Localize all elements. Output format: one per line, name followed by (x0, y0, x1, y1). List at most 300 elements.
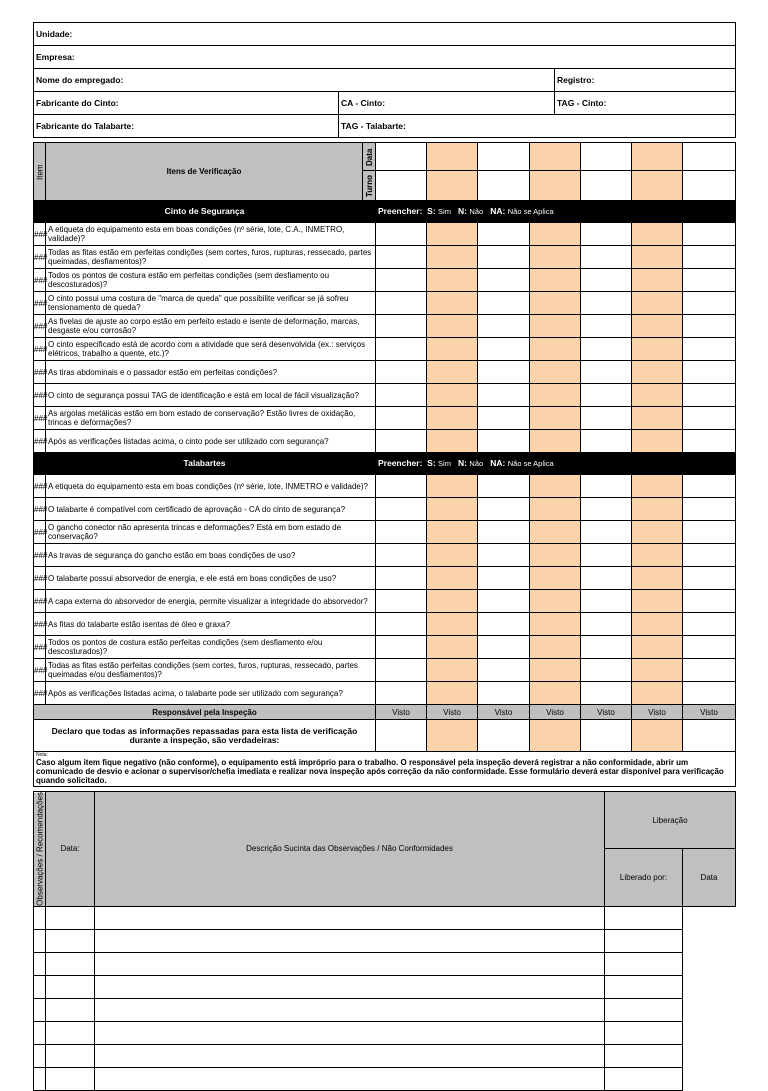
item-check-cell[interactable] (632, 498, 683, 521)
date-cell[interactable] (427, 143, 478, 171)
item-number: ### (34, 521, 46, 544)
checklist-row (34, 430, 736, 453)
item-check-cell[interactable] (581, 567, 632, 590)
item-check-cell[interactable] (581, 590, 632, 613)
signature-cell[interactable] (376, 720, 427, 752)
visto-header: Visto (530, 705, 581, 720)
liberado-por-header: Liberado por: (605, 849, 683, 906)
checklist-row (34, 384, 736, 407)
item-check-cell[interactable] (581, 613, 632, 636)
item-check-cell[interactable] (427, 223, 478, 246)
item-check-cell[interactable] (632, 361, 683, 384)
item-check-cell[interactable] (632, 223, 683, 246)
item-check-cell[interactable] (530, 269, 581, 292)
item-check-cell[interactable] (530, 659, 581, 682)
item-check-cell[interactable] (376, 269, 427, 292)
item-check-cell[interactable] (478, 430, 530, 453)
item-check-cell[interactable] (632, 659, 683, 682)
visto-header: Visto (683, 705, 736, 720)
obs-date-cell[interactable] (34, 906, 46, 929)
item-check-cell[interactable] (427, 475, 478, 498)
legend-s-code: S: (427, 206, 436, 216)
item-check-cell[interactable] (478, 498, 530, 521)
item-check-cell[interactable] (632, 407, 683, 430)
item-check-cell[interactable] (581, 498, 632, 521)
item-check-cell[interactable] (427, 361, 478, 384)
item-check-cell[interactable] (683, 636, 736, 659)
item-check-cell[interactable] (478, 384, 530, 407)
shift-cell[interactable] (632, 171, 683, 201)
date-cell[interactable] (376, 143, 427, 171)
nome-empregado-field[interactable]: Nome do empregado: (34, 69, 555, 92)
item-check-cell[interactable] (530, 246, 581, 269)
item-question: O cinto especificado está de acordo com a atividade que será desenvolvida (ex.: serviços elétricos, trabalho a quente, etc.)? (46, 338, 376, 361)
item-check-cell[interactable] (683, 659, 736, 682)
obs-description-cell[interactable] (46, 952, 95, 975)
item-number: ### (34, 292, 46, 315)
item-check-cell[interactable] (683, 315, 736, 338)
item-question: Após as verificações listadas acima, o talabarte pode ser utilizado com segurança? (46, 682, 376, 705)
item-check-cell[interactable] (530, 544, 581, 567)
obs-date-cell[interactable] (34, 975, 46, 998)
item-number: ### (34, 567, 46, 590)
fabricante-cinto-field[interactable]: Fabricante do Cinto: (34, 92, 339, 115)
item-check-cell[interactable] (632, 292, 683, 315)
item-check-cell[interactable] (581, 292, 632, 315)
item-question: Todos os pontos de costura estão em perfeitas condições (sem desfiamento ou descosturados)? (46, 269, 376, 292)
item-number: ### (34, 361, 46, 384)
item-number: ### (34, 659, 46, 682)
item-check-cell[interactable] (530, 338, 581, 361)
checklist-row (34, 315, 736, 338)
item-check-cell[interactable] (632, 246, 683, 269)
nota-text: Caso algum item fique negativo (não conforme), o equipamento está impróprio para o trabalho. O responsável pela inspeção deverá registrar a não conformidade, abrir um comunicado de desvio e acionar o supervisor/chefia imediata e realizar nova inspeção após correção da não conformidade. Esse formulário deverá estar disponível para verificação quando solicitado. (36, 758, 724, 785)
item-check-cell[interactable] (581, 246, 632, 269)
checklist-row (34, 269, 736, 292)
legend-n-code: N: (458, 206, 468, 216)
item-check-cell[interactable] (581, 269, 632, 292)
obs-liberacao-date-cell[interactable] (605, 1044, 683, 1067)
item-check-cell[interactable] (530, 315, 581, 338)
item-check-cell[interactable] (376, 338, 427, 361)
item-question: Após as verificações listadas acima, o cinto pode ser utilizado com segurança? (46, 430, 376, 453)
obs-date-cell[interactable] (34, 929, 46, 952)
item-question: As argolas metálicas estão em bom estado de conservação? Estão livres de oxidação, trincas e deformações? (46, 407, 376, 430)
item-number: ### (34, 269, 46, 292)
item-check-cell[interactable] (427, 613, 478, 636)
item-number: ### (34, 590, 46, 613)
item-check-cell[interactable] (632, 682, 683, 705)
item-check-cell[interactable] (581, 407, 632, 430)
item-check-cell[interactable] (478, 521, 530, 544)
observacao-row (34, 998, 736, 1021)
item-question: As tiras abdominais e o passador estão em perfeitas condições? (46, 361, 376, 384)
observacao-row (34, 1021, 736, 1044)
item-question: Todas as fitas estão em perfeitas condições (sem cortes, furos, rupturas, ressecado, partes queimadas, desfiamentos)? (46, 246, 376, 269)
item-number: ### (34, 246, 46, 269)
obs-liberacao-date-cell[interactable] (605, 952, 683, 975)
item-check-cell[interactable] (376, 475, 427, 498)
item-check-cell[interactable] (632, 613, 683, 636)
nota-label: Nota: (36, 752, 48, 758)
item-check-cell[interactable] (427, 590, 478, 613)
checklist-row (34, 682, 736, 705)
item-check-cell[interactable] (530, 223, 581, 246)
checklist-row (34, 246, 736, 269)
checklist-row (34, 567, 736, 590)
item-question: As travas de segurança do gancho estão em boas condições de uso? (46, 544, 376, 567)
item-check-cell[interactable] (427, 246, 478, 269)
item-check-cell[interactable] (427, 659, 478, 682)
item-check-cell[interactable] (478, 246, 530, 269)
item-check-cell[interactable] (376, 590, 427, 613)
item-check-cell[interactable] (478, 223, 530, 246)
observacao-row (34, 906, 736, 929)
liberacao-header: Liberação (605, 792, 736, 849)
item-check-cell[interactable] (427, 315, 478, 338)
item-check-cell[interactable] (478, 338, 530, 361)
item-check-cell[interactable] (376, 636, 427, 659)
item-check-cell[interactable] (683, 292, 736, 315)
nota-box (34, 752, 736, 787)
item-check-cell[interactable] (376, 430, 427, 453)
legend-n-text: Não (469, 459, 484, 468)
item-check-cell[interactable] (581, 223, 632, 246)
item-check-cell[interactable] (581, 544, 632, 567)
item-check-cell[interactable] (478, 292, 530, 315)
item-check-cell[interactable] (581, 338, 632, 361)
item-question: Todos os pontos de costura estão perfeitas condições (sem desfiamento e/ou descosturados)? (46, 636, 376, 659)
item-check-cell[interactable] (530, 384, 581, 407)
item-check-cell[interactable] (376, 384, 427, 407)
checklist-row (34, 521, 736, 544)
item-check-cell[interactable] (581, 430, 632, 453)
item-check-cell[interactable] (581, 521, 632, 544)
fabricante-talabarte-field[interactable]: Fabricante do Talabarte: (34, 115, 339, 138)
item-question: A capa externa do absorvedor de energia, permite visualizar a integridade do absorvedor? (46, 590, 376, 613)
date-cell[interactable] (683, 143, 736, 171)
turno-header: Turno (363, 171, 376, 201)
item-check-cell[interactable] (581, 636, 632, 659)
item-check-cell[interactable] (530, 498, 581, 521)
item-check-cell[interactable] (427, 430, 478, 453)
item-check-cell[interactable] (581, 682, 632, 705)
obs-liberado-cell[interactable] (95, 1044, 605, 1067)
obs-liberacao-date-cell[interactable] (605, 998, 683, 1021)
checklist-row (34, 407, 736, 430)
date-cell[interactable] (632, 143, 683, 171)
item-number: ### (34, 407, 46, 430)
obs-liberado-cell[interactable] (95, 1067, 605, 1090)
visto-header: Visto (427, 705, 478, 720)
obs-description-cell[interactable] (46, 1067, 95, 1090)
item-check-cell[interactable] (478, 613, 530, 636)
item-question: O talabarte é compatível com certificado de aprovação - CA do cinto de segurança? (46, 498, 376, 521)
item-check-cell[interactable] (478, 361, 530, 384)
registro-field[interactable]: Registro: (555, 69, 736, 92)
legend-na-text: Não se Aplica (507, 207, 554, 216)
checklist-row (34, 361, 736, 384)
item-check-cell[interactable] (683, 407, 736, 430)
item-check-cell[interactable] (530, 475, 581, 498)
item-check-cell[interactable] (478, 475, 530, 498)
item-check-cell[interactable] (683, 521, 736, 544)
item-check-cell[interactable] (632, 315, 683, 338)
signature-cell[interactable] (478, 720, 530, 752)
item-number: ### (34, 613, 46, 636)
obs-description-cell[interactable] (46, 1044, 95, 1067)
item-check-cell[interactable] (376, 521, 427, 544)
observacoes-rows (34, 906, 736, 1090)
item-check-cell[interactable] (530, 567, 581, 590)
item-check-cell[interactable] (683, 269, 736, 292)
item-check-cell[interactable] (581, 315, 632, 338)
legend-s-text: Sim (438, 459, 451, 468)
visto-header: Visto (478, 705, 530, 720)
shift-cell[interactable] (530, 171, 581, 201)
item-check-cell[interactable] (683, 338, 736, 361)
item-check-cell[interactable] (427, 544, 478, 567)
itens-verificacao-header: Itens de Verificação (46, 143, 363, 201)
item-question: O talabarte possui absorvedor de energia, e ele está em boas condições de uso? (46, 567, 376, 590)
item-check-cell[interactable] (376, 567, 427, 590)
item-check-cell[interactable] (427, 567, 478, 590)
item-question: O gancho conector não apresenta trincas e deformações? Está em bom estado de conservação? (46, 521, 376, 544)
item-header: Item (34, 143, 46, 201)
item-check-cell[interactable] (427, 636, 478, 659)
signature-cell[interactable] (632, 720, 683, 752)
header-table (33, 22, 736, 138)
item-check-cell[interactable] (683, 223, 736, 246)
item-check-cell[interactable] (376, 498, 427, 521)
item-check-cell[interactable] (478, 544, 530, 567)
visto-header: Visto (581, 705, 632, 720)
item-check-cell[interactable] (530, 407, 581, 430)
item-check-cell[interactable] (530, 361, 581, 384)
obs-date-cell[interactable] (34, 1067, 46, 1090)
checklist-row (34, 223, 736, 246)
item-check-cell[interactable] (478, 590, 530, 613)
inspection-form (33, 22, 735, 1091)
item-check-cell[interactable] (632, 567, 683, 590)
item-check-cell[interactable] (530, 682, 581, 705)
obs-description-cell[interactable] (46, 975, 95, 998)
item-check-cell[interactable] (632, 430, 683, 453)
checklist-table (33, 142, 736, 787)
item-check-cell[interactable] (632, 384, 683, 407)
item-check-cell[interactable] (478, 682, 530, 705)
responsavel-label: Responsável pela Inspeção (34, 705, 376, 720)
observacoes-table (33, 791, 736, 1091)
liberacao-data-header: Data (683, 849, 736, 906)
section-talabarte-title: Talabartes (34, 453, 376, 475)
signature-cell[interactable] (683, 720, 736, 752)
item-check-cell[interactable] (376, 361, 427, 384)
signature-cell[interactable] (530, 720, 581, 752)
item-check-cell[interactable] (683, 590, 736, 613)
item-check-cell[interactable] (683, 682, 736, 705)
item-check-cell[interactable] (632, 475, 683, 498)
item-question: O cinto possui uma costura de "marca de queda" que possibilite verificar se já sofreu tensionamento de queda? (46, 292, 376, 315)
obs-date-cell[interactable] (34, 1021, 46, 1044)
obs-liberado-cell[interactable] (95, 1021, 605, 1044)
shift-cell[interactable] (683, 171, 736, 201)
date-cell[interactable] (581, 143, 632, 171)
obs-description-cell[interactable] (46, 998, 95, 1021)
item-check-cell[interactable] (376, 659, 427, 682)
obs-liberado-cell[interactable] (95, 975, 605, 998)
item-check-cell[interactable] (427, 521, 478, 544)
item-check-cell[interactable] (632, 269, 683, 292)
item-check-cell[interactable] (530, 292, 581, 315)
obs-date-cell[interactable] (34, 1044, 46, 1067)
obs-liberado-cell[interactable] (95, 929, 605, 952)
unidade-field[interactable]: Unidade: (34, 23, 736, 46)
date-cell[interactable] (478, 143, 530, 171)
item-check-cell[interactable] (683, 246, 736, 269)
ca-cinto-field[interactable]: CA - Cinto: (339, 92, 555, 115)
item-check-cell[interactable] (581, 659, 632, 682)
checklist-row (34, 636, 736, 659)
observacoes-side-label: Observações / Recomendações (35, 792, 44, 906)
legend-s-code: S: (427, 458, 436, 468)
item-question: As fivelas de ajuste ao corpo estão em perfeito estado e isente de deformação, marcas, desgaste e/ou corrosão? (46, 315, 376, 338)
item-check-cell[interactable] (530, 521, 581, 544)
shift-cell[interactable] (376, 171, 427, 201)
item-number: ### (34, 475, 46, 498)
cinto-items (34, 223, 736, 453)
item-check-cell[interactable] (427, 269, 478, 292)
obs-liberacao-date-cell[interactable] (605, 906, 683, 929)
item-check-cell[interactable] (683, 361, 736, 384)
checklist-row (34, 292, 736, 315)
obs-liberacao-date-cell[interactable] (605, 1067, 683, 1090)
empresa-field[interactable]: Empresa: (34, 46, 736, 69)
item-check-cell[interactable] (376, 315, 427, 338)
shift-cell[interactable] (427, 171, 478, 201)
item-number: ### (34, 338, 46, 361)
item-check-cell[interactable] (427, 384, 478, 407)
item-check-cell[interactable] (376, 407, 427, 430)
item-check-cell[interactable] (478, 636, 530, 659)
obs-liberacao-date-cell[interactable] (605, 1021, 683, 1044)
date-cell[interactable] (530, 143, 581, 171)
item-check-cell[interactable] (530, 636, 581, 659)
observacao-row (34, 1044, 736, 1067)
item-check-cell[interactable] (581, 361, 632, 384)
item-check-cell[interactable] (683, 498, 736, 521)
item-check-cell[interactable] (478, 315, 530, 338)
item-check-cell[interactable] (427, 682, 478, 705)
section-cinto-title: Cinto de Segurança (34, 201, 376, 223)
obs-description-cell[interactable] (46, 929, 95, 952)
obs-description-cell[interactable] (46, 906, 95, 929)
talabarte-items (34, 475, 736, 705)
obs-liberado-cell[interactable] (95, 952, 605, 975)
obs-description-cell[interactable] (46, 1021, 95, 1044)
legend-n-code: N: (458, 458, 468, 468)
obs-date-cell[interactable] (34, 952, 46, 975)
tag-talabarte-field[interactable]: TAG - Talabarte: (339, 115, 736, 138)
item-question: A etiqueta do equipamento esta em boas condições (nº série, lote, C.A., INMETRO, validade)? (46, 223, 376, 246)
item-number: ### (34, 498, 46, 521)
item-check-cell[interactable] (530, 590, 581, 613)
checklist-row (34, 498, 736, 521)
item-question: A etiqueta do equipamento esta em boas condições (nº série, lote, INMETRO e validade)? (46, 475, 376, 498)
item-check-cell[interactable] (683, 430, 736, 453)
item-check-cell[interactable] (632, 338, 683, 361)
shift-cell[interactable] (581, 171, 632, 201)
item-check-cell[interactable] (478, 567, 530, 590)
obs-date-cell[interactable] (34, 998, 46, 1021)
item-question: Todas as fitas estão perfeitas condições (sem cortes, furos, rupturas, ressecado, partes queimadas e/ou desfiamentos)? (46, 659, 376, 682)
shift-cell[interactable] (478, 171, 530, 201)
item-check-cell[interactable] (376, 613, 427, 636)
item-check-cell[interactable] (530, 613, 581, 636)
item-check-cell[interactable] (683, 475, 736, 498)
item-check-cell[interactable] (376, 223, 427, 246)
item-number: ### (34, 223, 46, 246)
item-check-cell[interactable] (683, 384, 736, 407)
item-check-cell[interactable] (478, 407, 530, 430)
legend-bar (376, 453, 736, 475)
obs-liberacao-date-cell[interactable] (605, 975, 683, 998)
checklist-row (34, 590, 736, 613)
item-check-cell[interactable] (427, 292, 478, 315)
item-check-cell[interactable] (427, 498, 478, 521)
item-check-cell[interactable] (376, 682, 427, 705)
item-check-cell[interactable] (683, 567, 736, 590)
item-check-cell[interactable] (376, 246, 427, 269)
item-check-cell[interactable] (376, 292, 427, 315)
signature-cell[interactable] (427, 720, 478, 752)
item-check-cell[interactable] (427, 338, 478, 361)
item-check-cell[interactable] (581, 384, 632, 407)
legend-s-text: Sim (438, 207, 451, 216)
visto-header: Visto (376, 705, 427, 720)
checklist-row (34, 544, 736, 567)
item-check-cell[interactable] (683, 613, 736, 636)
checklist-row (34, 338, 736, 361)
item-question: As fitas do talabarte estão isentas de óleo e graxa? (46, 613, 376, 636)
item-number: ### (34, 384, 46, 407)
obs-liberado-cell[interactable] (95, 906, 605, 929)
item-check-cell[interactable] (632, 590, 683, 613)
item-check-cell[interactable] (632, 544, 683, 567)
obs-liberado-cell[interactable] (95, 998, 605, 1021)
item-number: ### (34, 430, 46, 453)
item-check-cell[interactable] (478, 269, 530, 292)
item-check-cell[interactable] (376, 544, 427, 567)
declaro-text: Declaro que todas as informações repassadas para esta lista de verificação durante a inspeção, são verdadeiras: (34, 720, 376, 752)
obs-descricao-header: Descrição Sucinta das Observações / Não Conformidades (95, 792, 605, 907)
observacao-row (34, 975, 736, 998)
item-check-cell[interactable] (632, 521, 683, 544)
item-number: ### (34, 682, 46, 705)
tag-cinto-field[interactable]: TAG - Cinto: (555, 92, 736, 115)
item-check-cell[interactable] (581, 475, 632, 498)
item-check-cell[interactable] (632, 636, 683, 659)
item-number: ### (34, 315, 46, 338)
item-question: O cinto de segurança possui TAG de identificação e está em local de fácil visualização? (46, 384, 376, 407)
item-check-cell[interactable] (427, 407, 478, 430)
item-check-cell[interactable] (683, 544, 736, 567)
visto-header: Visto (632, 705, 683, 720)
obs-liberacao-date-cell[interactable] (605, 929, 683, 952)
signature-cell[interactable] (581, 720, 632, 752)
item-check-cell[interactable] (478, 659, 530, 682)
item-check-cell[interactable] (530, 430, 581, 453)
